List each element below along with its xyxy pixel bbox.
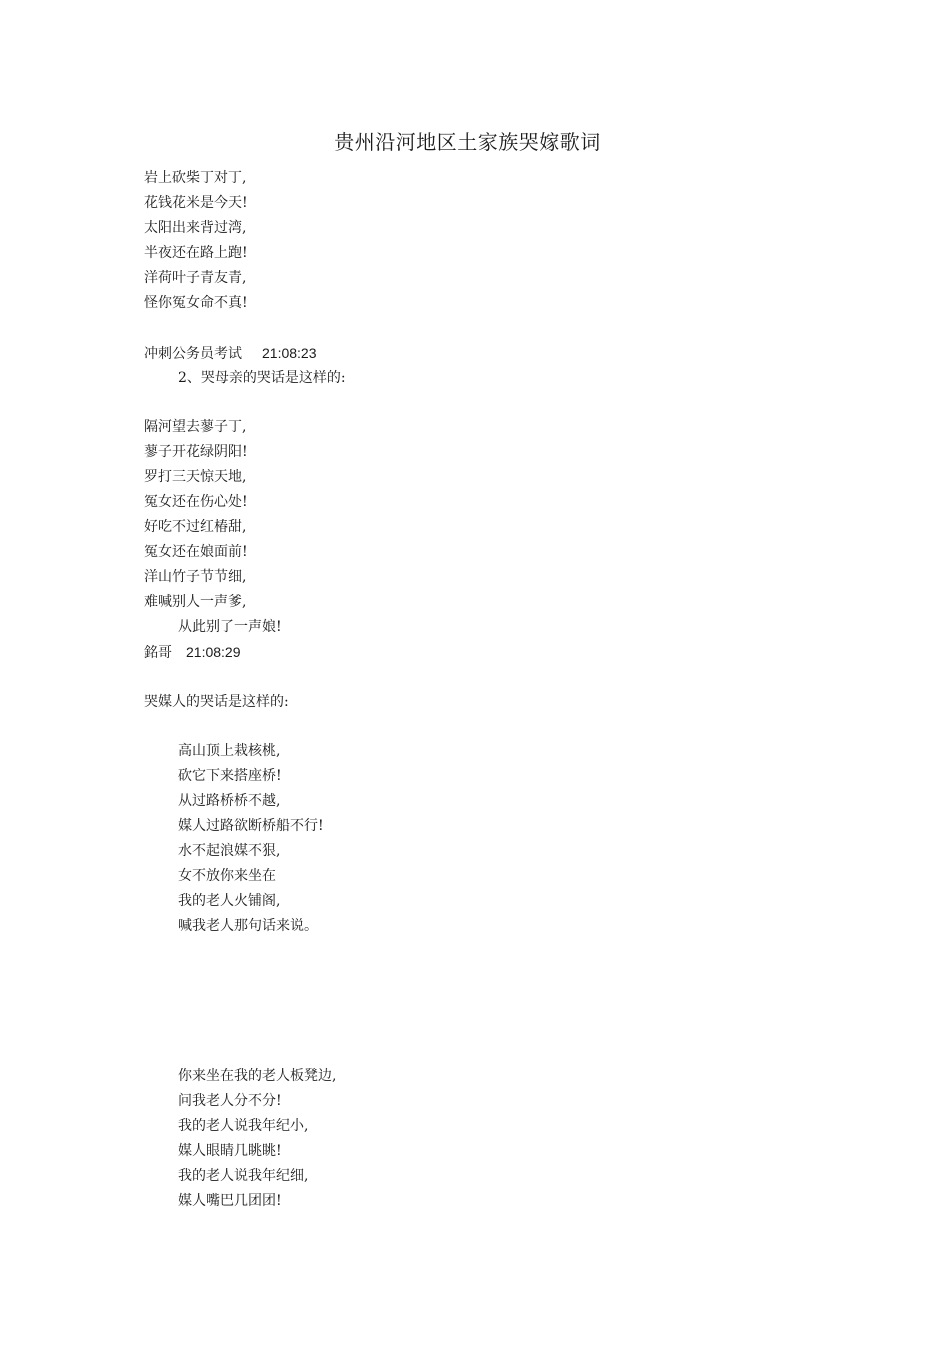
lyric-line: 从此别了一声娘! [178,619,282,635]
post-timestamp: 21:08:29 [186,644,241,660]
lyric-line: 半夜还在路上跑! [144,245,248,261]
lyric-line: 你来坐在我的老人板凳边, [178,1068,337,1084]
section-heading: 2、哭母亲的哭话是这样的: [178,370,346,386]
lyric-line: 我的老人火铺阁, [178,893,281,909]
lyric-line: 高山顶上栽核桃, [178,743,281,759]
lyric-line: 我的老人说我年纪小, [178,1118,309,1134]
post-timestamp: 21:08:23 [262,345,317,361]
lyric-line: 蓼子开花绿阴阳! [144,444,248,460]
lyric-line: 问我老人分不分! [178,1093,282,1109]
lyric-line: 冤女还在伤心处! [144,494,248,510]
post-header-2 [144,690,289,715]
lyric-line: 太阳出来背过湾, [144,220,247,236]
post-author: 冲刺公务员考试 [144,346,242,362]
lyric-line: 岩上砍柴丁对丁, [144,170,247,186]
lyric-line: 从过路桥桥不越, [178,793,281,809]
lyric-line: 洋荷叶子青友青, [144,270,247,286]
lyric-line: 媒人嘴巴几团团! [178,1193,282,1209]
section-heading: 哭媒人的哭话是这样的: [144,694,289,710]
lyrics-section-4 [144,1064,336,1214]
lyric-line: 冤女还在娘面前! [144,544,248,560]
lyric-line: 媒人眼睛几眺眺! [178,1143,282,1159]
lyric-line: 怪你冤女命不真! [144,295,248,311]
document-title: 贵州沿河地区土家族哭嫁歌词 [334,130,601,154]
lyric-line: 媒人过路欲断桥船不行! [178,818,324,834]
lyric-line: 喊我老人那句话来说。 [178,918,318,934]
lyric-line: 砍它下来搭座桥! [178,768,282,784]
lyric-line: 洋山竹子节节细, [144,569,247,585]
lyrics-section-3 [144,739,324,939]
lyric-line: 隔河望去蓼子丁, [144,419,247,435]
lyric-line: 难喊别人一声爹, [144,594,247,610]
lyric-line: 罗打三天惊天地, [144,469,247,485]
lyric-line: 我的老人说我年纪细, [178,1168,309,1184]
lyrics-section-2 [144,415,282,665]
post-header-1 [144,341,346,391]
lyric-line: 好吃不过红椿甜, [144,519,247,535]
lyric-line: 花钱花米是今天! [144,195,248,211]
lyric-line: 女不放你来坐在 [178,868,276,884]
post-author: 銘哥 [144,645,172,661]
lyrics-section-1 [144,166,248,316]
lyric-line: 水不起浪媒不狠, [178,843,281,859]
